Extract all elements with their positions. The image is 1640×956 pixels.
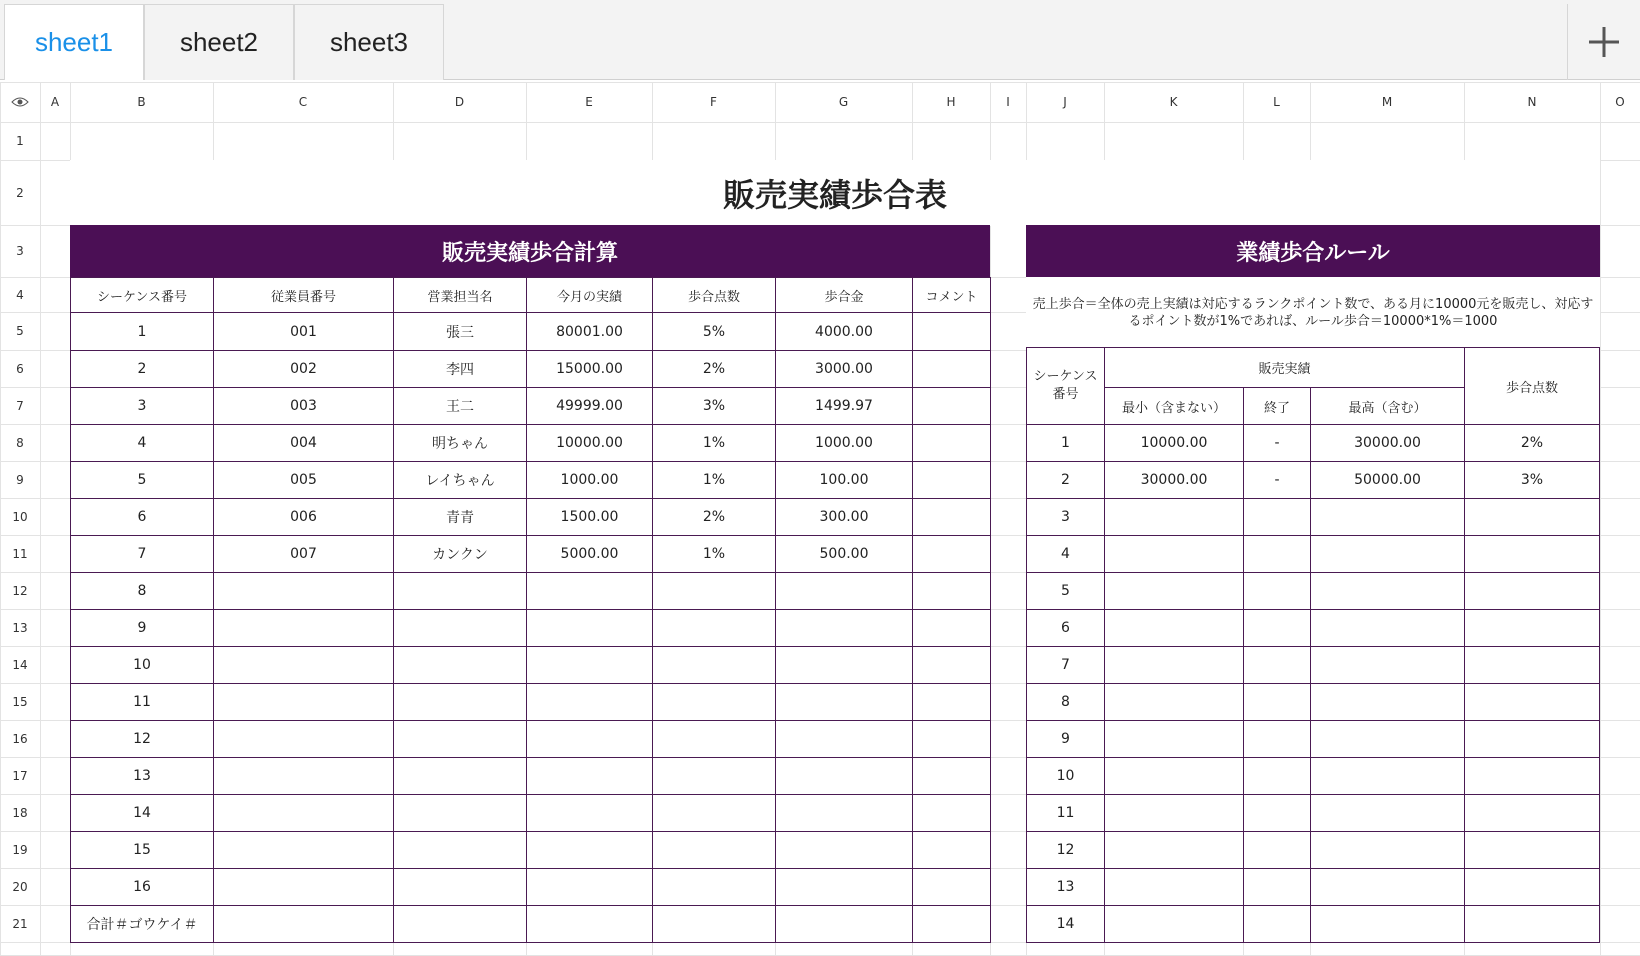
rule-table-cell[interactable] [1243,757,1311,795]
rule-table-cell[interactable] [1243,683,1311,721]
tab-sheet3[interactable]: sheet3 [294,4,444,80]
rule-table-cell[interactable] [1310,609,1465,647]
left-table-cell[interactable] [213,572,394,610]
rule-table-cell[interactable] [1243,831,1311,869]
rule-table-cell[interactable]: 3% [1464,461,1600,499]
column-header-J[interactable]: J [1063,95,1067,109]
rule-table-cell[interactable] [1464,683,1600,721]
rule-table-cell[interactable]: 10000.00 [1104,424,1244,462]
hdr-min[interactable]: 最小（含まない） [1104,387,1244,425]
left-table-cell[interactable]: 100.00 [775,461,913,499]
left-table-cell[interactable] [775,572,913,610]
left-table-cell[interactable]: 5% [652,312,776,351]
left-table-cell[interactable]: 王二 [393,387,527,425]
rule-table-cell[interactable] [1464,905,1600,943]
left-table-cell[interactable]: 2% [652,498,776,536]
left-table-cell[interactable] [393,646,527,684]
left-table-cell[interactable]: 2% [652,350,776,388]
rule-table-cell[interactable] [1310,646,1465,684]
select-all-eye-icon[interactable] [0,82,40,122]
left-table-cell[interactable] [912,387,991,425]
left-table-cell[interactable] [393,794,527,832]
left-table-cell[interactable]: 李四 [393,350,527,388]
column-header-E[interactable]: E [585,95,593,109]
rule-table-cell[interactable] [1243,646,1311,684]
left-table-cell[interactable] [912,905,991,943]
right-table-band[interactable]: 業績歩合ルール [1026,225,1600,278]
row-header-13[interactable]: 13 [12,620,28,635]
rule-table-cell[interactable]: 12 [1026,831,1105,869]
rule-table-cell[interactable] [1310,905,1465,943]
left-table-cell[interactable]: 張三 [393,312,527,351]
left-table-cell[interactable]: 7 [70,535,214,573]
left-table-cell[interactable] [775,868,913,906]
left-table-cell[interactable]: 青青 [393,498,527,536]
left-table-cell[interactable]: 1500.00 [526,498,653,536]
left-header-cell[interactable]: 今月の実績 [526,277,653,313]
left-table-cell[interactable]: 300.00 [775,498,913,536]
rule-table-cell[interactable] [1464,794,1600,832]
column-gridline [1600,82,1601,955]
rule-table-cell[interactable] [1104,572,1244,610]
left-table-cell[interactable] [526,609,653,647]
rule-table-cell[interactable] [1104,535,1244,573]
row-header-19[interactable]: 19 [12,842,28,857]
column-header-C[interactable]: C [298,95,308,109]
left-table-cell[interactable]: 明ちゃん [393,424,527,462]
left-table-cell[interactable] [393,609,527,647]
left-table-cell[interactable] [652,757,776,795]
left-table-cell[interactable] [775,609,913,647]
left-table-cell[interactable] [775,831,913,869]
tab-sheet1[interactable]: sheet1 [4,4,144,80]
sheet-tab-bar [0,0,1640,80]
hdr-points[interactable]: 歩合点数 [1464,347,1600,425]
left-table-cell[interactable] [912,572,991,610]
left-table-cell[interactable]: 003 [213,387,394,425]
rule-table-cell[interactable] [1243,720,1311,758]
left-table-cell[interactable]: 004 [213,424,394,462]
left-table-cell[interactable] [775,683,913,721]
hdr-max[interactable]: 最高（含む） [1310,387,1465,425]
rule-table-cell[interactable] [1243,609,1311,647]
left-table-cell[interactable]: 007 [213,535,394,573]
left-table-cell[interactable]: 16 [70,868,214,906]
rule-table-cell[interactable]: 8 [1026,683,1105,721]
rule-table-cell[interactable] [1310,572,1465,610]
left-table-cell[interactable] [652,609,776,647]
left-table-cell[interactable]: 4000.00 [775,312,913,351]
row-header-18[interactable]: 18 [12,805,28,820]
left-table-cell[interactable]: 12 [70,720,214,758]
left-table-cell[interactable]: 3% [652,387,776,425]
left-table-cell[interactable] [912,868,991,906]
rule-table-cell[interactable] [1104,868,1244,906]
left-table-cell[interactable]: 6 [70,498,214,536]
left-table-cell[interactable] [912,350,991,388]
left-table-cell[interactable] [526,757,653,795]
left-table-cell[interactable]: カンクン [393,535,527,573]
column-header-M[interactable]: M [1381,95,1393,109]
left-table-cell[interactable] [393,720,527,758]
rule-table-cell[interactable]: 6 [1026,609,1105,647]
left-table-cell[interactable]: 11 [70,683,214,721]
left-table-cell[interactable]: 10000.00 [526,424,653,462]
left-table-cell[interactable] [393,572,527,610]
rule-table-cell[interactable] [1310,535,1465,573]
left-table-cell[interactable] [775,757,913,795]
left-table-cell[interactable] [213,794,394,832]
rule-table-cell[interactable]: 13 [1026,868,1105,906]
left-table-cell[interactable] [912,424,991,462]
rule-table-cell[interactable] [1310,794,1465,832]
plus-icon [1587,25,1621,59]
left-table-cell[interactable] [775,646,913,684]
rule-table-cell[interactable] [1104,905,1244,943]
rule-table-cell[interactable]: 9 [1026,720,1105,758]
rule-table-cell[interactable]: 30000.00 [1104,461,1244,499]
left-header-cell[interactable]: 営業担当名 [393,277,527,313]
left-table-cell[interactable]: 5000.00 [526,535,653,573]
left-header-cell[interactable]: 歩合点数 [652,277,776,313]
left-table-cell[interactable] [526,683,653,721]
left-table-cell[interactable] [912,720,991,758]
left-table-cell[interactable]: 500.00 [775,535,913,573]
left-table-cell[interactable]: 001 [213,312,394,351]
rule-table-cell[interactable]: - [1243,461,1311,499]
left-table-cell[interactable] [652,794,776,832]
left-table-cell[interactable] [652,683,776,721]
left-table-cell[interactable]: 005 [213,461,394,499]
left-table-cell[interactable]: 1000.00 [775,424,913,462]
left-header-cell[interactable]: コメント [912,277,991,313]
left-table-cell[interactable] [526,572,653,610]
left-header-cell[interactable]: シーケンス番号 [70,277,214,313]
rule-table-cell[interactable]: 4 [1026,535,1105,573]
row-header-10[interactable]: 10 [12,509,28,524]
left-table-cell[interactable]: 15000.00 [526,350,653,388]
row-header-4[interactable]: 4 [16,287,24,302]
left-table-cell[interactable] [912,757,991,795]
left-table-cell[interactable] [652,646,776,684]
left-table-cell[interactable]: 1499.97 [775,387,913,425]
left-table-cell[interactable]: 1 [70,312,214,351]
left-table-cell[interactable] [912,609,991,647]
column-header-I[interactable]: I [1006,95,1010,109]
rule-table-cell[interactable] [1464,498,1600,536]
column-header-D[interactable]: D [454,95,465,109]
left-table-cell[interactable] [213,757,394,795]
row-header-7[interactable]: 7 [16,398,24,413]
rule-table-cell[interactable]: 50000.00 [1310,461,1465,499]
rule-table-cell[interactable] [1243,905,1311,943]
left-table-cell[interactable] [652,720,776,758]
rule-table-cell[interactable] [1104,757,1244,795]
left-table-cell[interactable] [912,831,991,869]
rule-table-cell[interactable] [1243,535,1311,573]
column-header-H[interactable]: H [946,95,956,109]
left-table-cell[interactable] [213,720,394,758]
row-header-20[interactable]: 20 [12,879,28,894]
left-header-cell[interactable]: 従業員番号 [213,277,394,313]
left-table-cell[interactable] [213,868,394,906]
rule-table-cell[interactable] [1310,720,1465,758]
left-table-cell[interactable]: 5 [70,461,214,499]
rule-table-cell[interactable] [1464,720,1600,758]
left-table-cell[interactable] [526,905,653,943]
sheet-title[interactable]: 販売実績歩合表 [70,160,1600,226]
left-table-cell[interactable] [912,312,991,351]
left-table-cell[interactable] [213,683,394,721]
left-table-cell[interactable] [652,572,776,610]
rule-table-cell[interactable] [1243,868,1311,906]
left-table-cell[interactable]: 合計＃ゴウケイ＃ [70,905,214,943]
row-header-15[interactable]: 15 [12,694,28,709]
rule-table-cell[interactable] [1310,757,1465,795]
hdr-end[interactable]: 終了 [1243,387,1311,425]
column-header-B[interactable]: B [137,95,146,109]
left-table-cell[interactable]: 1000.00 [526,461,653,499]
row-header-5[interactable]: 5 [16,324,24,338]
rule-table-cell[interactable] [1310,683,1465,721]
left-table-cell[interactable]: 1% [652,535,776,573]
column-header-L[interactable]: L [1273,95,1280,109]
left-table-cell[interactable]: 3000.00 [775,350,913,388]
rule-table-cell[interactable]: 5 [1026,572,1105,610]
column-header-F[interactable]: F [710,95,717,109]
left-table-cell[interactable] [912,794,991,832]
left-table-cell[interactable] [775,794,913,832]
rule-table-cell[interactable] [1464,646,1600,684]
left-table-cell[interactable]: 002 [213,350,394,388]
left-table-cell[interactable] [526,720,653,758]
row-header-6[interactable]: 6 [16,361,24,376]
left-table-cell[interactable] [393,831,527,869]
column-header-K[interactable]: K [1169,95,1178,109]
rule-table-cell[interactable] [1104,646,1244,684]
left-table-cell[interactable] [213,609,394,647]
rule-table-cell[interactable]: 2% [1464,424,1600,462]
row-header-11[interactable]: 11 [12,546,28,561]
row-header-2[interactable]: 2 [16,185,24,200]
left-table-cell[interactable] [775,905,913,943]
row-header-12[interactable]: 12 [12,583,28,598]
column-header-G[interactable]: G [838,95,849,109]
left-table-cell[interactable] [775,720,913,758]
add-sheet-button[interactable] [1567,4,1640,80]
left-table-cell[interactable]: 10 [70,646,214,684]
rule-table-cell[interactable] [1104,609,1244,647]
rule-table-cell[interactable] [1464,757,1600,795]
left-header-cell[interactable]: 歩合金 [775,277,913,313]
left-table-cell[interactable]: 80001.00 [526,312,653,351]
left-table-cell[interactable]: 13 [70,757,214,795]
left-table-cell[interactable] [393,757,527,795]
rule-table-cell[interactable]: 7 [1026,646,1105,684]
rule-table-cell[interactable]: 11 [1026,794,1105,832]
left-table-cell[interactable]: 15 [70,831,214,869]
rule-table-cell[interactable] [1464,535,1600,573]
rule-table-cell[interactable]: 14 [1026,905,1105,943]
hdr-sales[interactable]: 販売実績 [1104,347,1465,388]
left-table-cell[interactable] [526,646,653,684]
left-table-cell[interactable] [526,831,653,869]
left-table-cell[interactable]: 4 [70,424,214,462]
left-table-cell[interactable] [912,461,991,499]
rule-table-cell[interactable]: 30000.00 [1310,424,1465,462]
rule-table-cell[interactable]: 10 [1026,757,1105,795]
left-table-cell[interactable] [912,498,991,536]
rule-table-cell[interactable] [1310,498,1465,536]
left-table-cell[interactable] [213,831,394,869]
row-header-21[interactable]: 21 [12,916,28,931]
row-header-9[interactable]: 9 [16,472,24,487]
left-table-cell[interactable]: 49999.00 [526,387,653,425]
row-header-17[interactable]: 17 [12,768,28,783]
row-header-16[interactable]: 16 [12,731,28,746]
column-header-A[interactable]: A [50,95,60,109]
left-table-cell[interactable] [213,905,394,943]
rule-table-cell[interactable]: 1 [1026,424,1105,462]
rule-table-cell[interactable] [1310,831,1465,869]
left-table-cell[interactable] [393,905,527,943]
rule-table-cell[interactable] [1464,831,1600,869]
rule-table-cell[interactable] [1464,572,1600,610]
rule-table-cell[interactable] [1310,868,1465,906]
rule-table-cell[interactable] [1104,831,1244,869]
left-table-cell[interactable] [393,683,527,721]
row-header-8[interactable]: 8 [16,435,24,450]
left-table-cell[interactable]: 8 [70,572,214,610]
left-table-cell[interactable] [526,794,653,832]
rule-table-cell[interactable] [1104,683,1244,721]
hdr-seq[interactable]: シーケンス番号 [1026,347,1105,425]
left-table-cell[interactable]: 006 [213,498,394,536]
left-table-band[interactable]: 販売実績歩合計算 [70,225,990,278]
left-table-cell[interactable]: レイちゃん [393,461,527,499]
left-table-cell[interactable] [912,535,991,573]
rule-table-cell[interactable] [1464,609,1600,647]
left-table-cell[interactable] [213,646,394,684]
rule-table-cell[interactable]: 3 [1026,498,1105,536]
left-table-cell[interactable]: 2 [70,350,214,388]
tab-sheet2[interactable]: sheet2 [144,4,294,80]
left-table-cell[interactable] [393,868,527,906]
row-header-3[interactable]: 3 [16,244,24,258]
rule-table-cell[interactable] [1243,498,1311,536]
left-table-cell[interactable]: 9 [70,609,214,647]
left-table-cell[interactable] [652,868,776,906]
left-table-cell[interactable]: 14 [70,794,214,832]
column-header-O[interactable]: O [1615,95,1625,109]
left-table-cell[interactable]: 1% [652,461,776,499]
row-header-1[interactable]: 1 [16,134,24,148]
left-table-cell[interactable] [912,646,991,684]
column-header-N[interactable]: N [1527,95,1537,109]
row-gridline [0,122,1640,123]
rule-table-cell[interactable] [1104,498,1244,536]
rule-table-cell[interactable] [1104,720,1244,758]
column-gridline [40,82,41,955]
left-table-cell[interactable] [652,831,776,869]
row-header-14[interactable]: 14 [12,657,28,672]
rule-table-cell[interactable] [1464,868,1600,906]
left-table-cell[interactable] [652,905,776,943]
rule-table-cell[interactable] [1243,572,1311,610]
rule-table-cell[interactable] [1104,794,1244,832]
left-table-cell[interactable]: 1% [652,424,776,462]
left-table-cell[interactable] [912,683,991,721]
rule-table-cell[interactable]: 2 [1026,461,1105,499]
rule-table-cell[interactable] [1243,794,1311,832]
rule-table-cell[interactable]: - [1243,424,1311,462]
rule-note[interactable]: 売上歩合＝全体の売上実績は対応するランクポイント数で、ある月に10000元を販売し、対応するポイント数が1%であれば、ルール歩合＝10000*1%＝1000 [1026,277,1600,348]
left-table-cell[interactable] [526,868,653,906]
left-table-cell[interactable]: 3 [70,387,214,425]
